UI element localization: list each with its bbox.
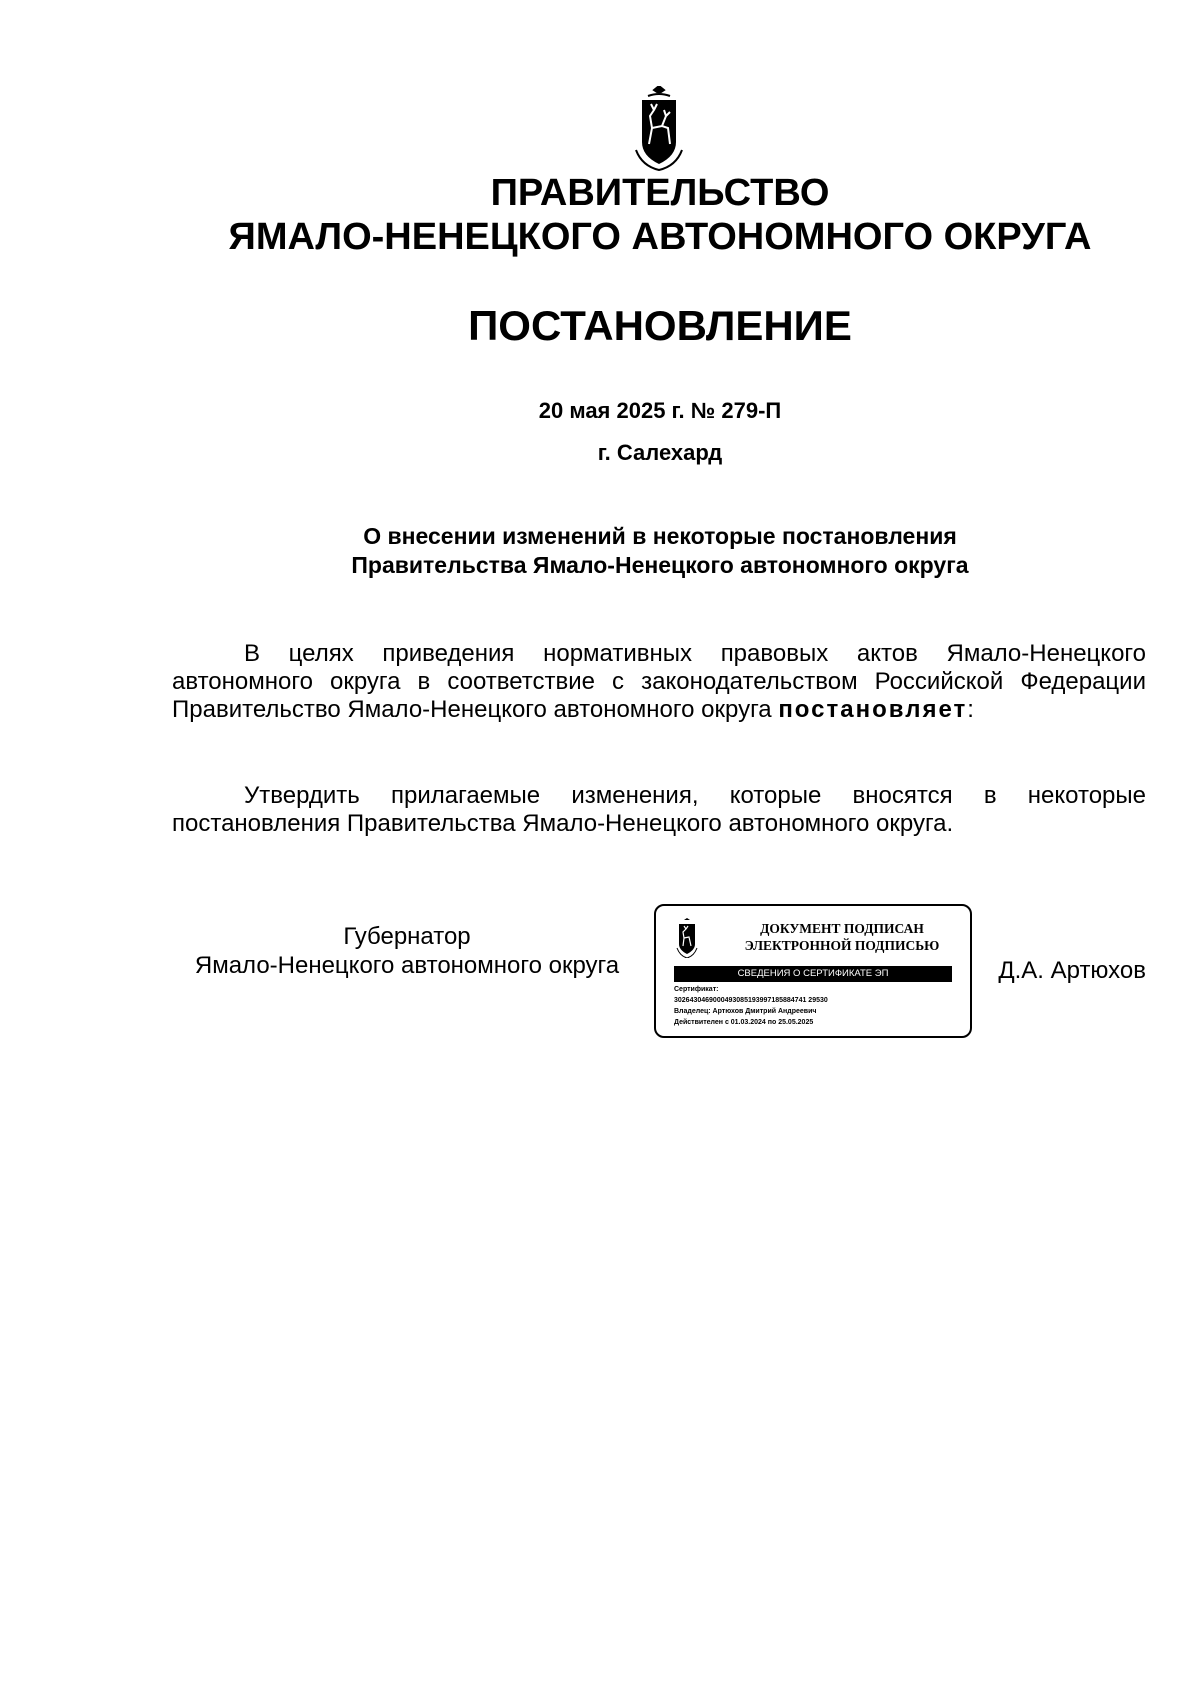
certificate-details: [674, 984, 966, 1028]
signatory-title-line2: Ямало-Ненецкого автономного округа: [194, 952, 620, 979]
certificate-info-bar: СВЕДЕНИЯ О СЕРТИФИКАТЕ ЭП: [674, 966, 952, 982]
decree-keyword: постановляет: [778, 696, 968, 723]
stamp-heading: [722, 920, 962, 954]
certificate-label: Сертификат:: [674, 986, 719, 993]
signer-name: Д.А. Артюхов: [998, 957, 1146, 984]
stamp-heading-line2: ЭЛЕКТРОННОЙ ПОДПИСЬЮ: [744, 938, 940, 953]
date-and-number: 20 мая 2025 г. № 279-П: [538, 398, 782, 423]
certificate-owner: Владелец: Артюхов Дмитрий Андреевич: [674, 1008, 817, 1015]
preamble-text: В целях приведения нормативных правовых актов Ямало-Ненецкого автономного округа в соответствие с законодательством Российской Федерации Правительство Ямало-Ненецкого автономного округа: [172, 640, 1146, 723]
city: г. Салехард: [597, 440, 723, 465]
government-title-line1: ПРАВИТЕЛЬСТВО: [490, 172, 830, 214]
preamble-colon: :: [967, 696, 974, 723]
signatory-title-line1: Губернатор: [343, 923, 471, 950]
preamble-paragraph: [172, 640, 1146, 724]
subject-line2: Правительства Ямало-Ненецкого автономного округа: [351, 552, 969, 578]
stamp-heading-line1: ДОКУМЕНТ ПОДПИСАН: [760, 921, 924, 936]
subject-line1: О внесении изменений в некоторые постановления: [363, 523, 957, 549]
resolution-paragraph: Утвердить прилагаемые изменения, которые вносятся в некоторые постановления Правительства Ямало-Ненецкого автономного округа.: [172, 782, 1146, 837]
electronic-signature-stamp: [654, 904, 972, 1038]
document-subject: [0, 522, 1200, 580]
stamp-emblem-icon: [676, 918, 698, 958]
certificate-validity: Действителен с 01.03.2024 по 25.05.2025: [674, 1019, 814, 1026]
government-title-line2: ЯМАЛО-НЕНЕЦКОГО АВТОНОМНОГО ОКРУГА: [228, 216, 1092, 258]
coat-of-arms-emblem: [634, 86, 684, 172]
signatory-title: [172, 922, 642, 980]
document-type: ПОСТАНОВЛЕНИЕ: [468, 302, 852, 349]
certificate-number: 3026430469000493085193997185884741 29530: [674, 997, 828, 1004]
